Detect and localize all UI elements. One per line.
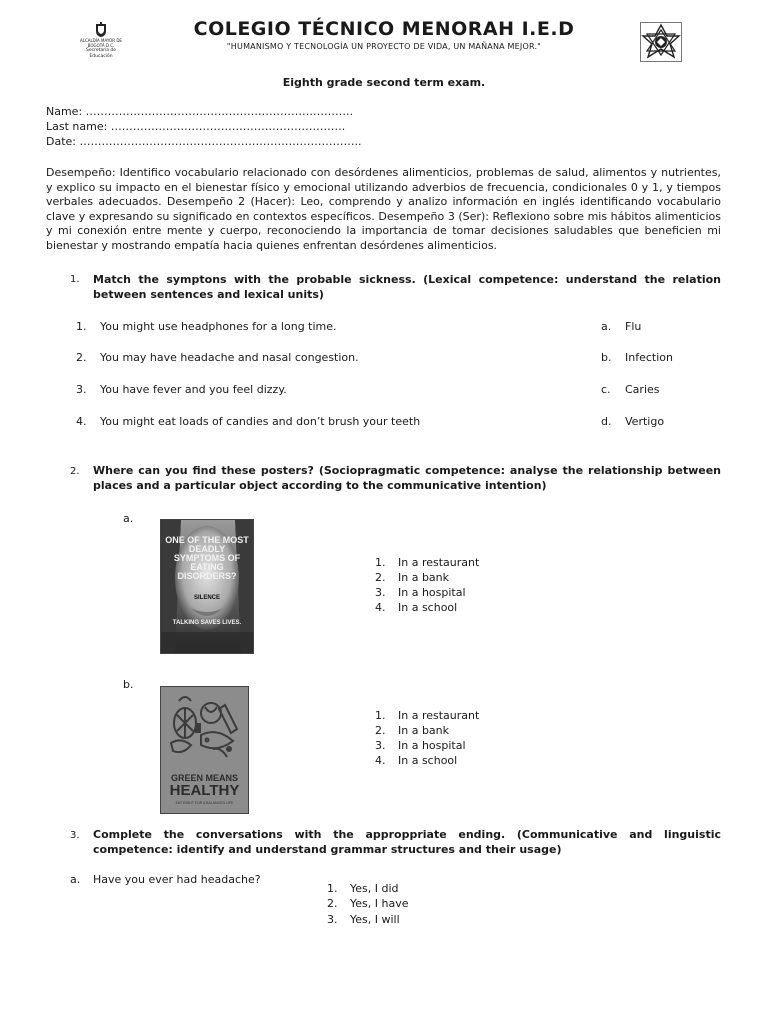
last-name-field[interactable]: Last name: ……………………………………………………….	[46, 120, 346, 133]
q1-answer-text: Infection	[625, 351, 673, 364]
q1-item-number: 3.	[76, 383, 87, 396]
q3a-option-number: 1.	[327, 882, 338, 895]
question-3-number: 3.	[70, 830, 80, 841]
q3a-option-text: Yes, I have	[350, 897, 409, 910]
q1-answer-letter: a.	[601, 320, 612, 333]
q2b-option-restaurant: In a restaurant	[398, 709, 480, 722]
q1-answer-letter: b.	[601, 351, 612, 364]
school-name: COLEGIO TÉCNICO MENORAH I.E.D	[193, 18, 575, 40]
q1-item-number: 1.	[76, 320, 87, 333]
q2a-option-number: 2.	[375, 571, 386, 584]
q2b-option-school: In a school	[398, 754, 458, 767]
q2b-option-number: 4.	[375, 754, 386, 767]
question-1-text: Match the symptons with the probable sickness. (Lexical competence: understand the relation between sentences and lexical units)	[93, 273, 721, 301]
q2a-option-bank: In a bank	[398, 571, 450, 584]
q3a-option-number: 3.	[327, 913, 338, 926]
q2b-option-hospital: In a hospital	[398, 739, 466, 752]
school-motto: "HUMANISMO Y TECNOLOGÍA UN PROYECTO DE VIDA, UN MAÑANA MEJOR."	[226, 42, 542, 51]
question-1-number: 1.	[70, 274, 80, 285]
q2a-option-school: In a school	[398, 601, 458, 614]
q2b-option-number: 2.	[375, 724, 386, 737]
q3a-option-text: Yes, I will	[350, 913, 400, 926]
q1-item-number: 2.	[76, 351, 87, 364]
q2b-option-bank: In a bank	[398, 724, 450, 737]
q1-item-text: You might eat loads of candies and don’t brush your teeth	[100, 415, 421, 428]
q1-item-text: You might use headphones for a long time.	[100, 320, 337, 333]
q2b-option-number: 3.	[375, 739, 386, 752]
name-field[interactable]: Name: ……………………………………………………………….	[46, 105, 354, 118]
q3-part-a-question: Have you ever had headache?	[93, 873, 261, 886]
q2-part-b-label: b.	[123, 678, 134, 691]
question-3-text: Complete the conversations with the approppriate ending. (Communicative and linguistic competence: identify and understand grammar structures and their usage)	[93, 828, 721, 856]
poster-a-headline: ONE OF THE MOST DEADLY SYMPTOMS OF EATING DISORDERS?	[165, 535, 249, 581]
poster-a-tagline: TALKING SAVES LIVES.	[172, 620, 242, 626]
question-2-number: 2.	[70, 466, 80, 477]
performance-description: Desempeño: Identifico vocabulario relacionado con desórdenes alimenticios, problemas de salud, alimentos y nutrientes, y explico su impacto en el bienestar físico y emocional utilizando adverbios de frecuencia, condicionales 0 y 1, y tiempos verbales adecuados. Desempeño 2 (Hacer): Leo, comprendo y analizo información en inglés identificando vocabulario clave y expresando su significado en contextos específicos. Desempeño 3 (Ser): Reflexiono sobre mis hábitos alimenticios y mi conexión entre mente y cuerpo, reconociendo la importancia de tomar decisiones saludables que beneficien mi bienestar y mostrando empatía hacia quienes enfrentan desórdenes alimenticios.	[46, 166, 721, 252]
q1-answer-text: Vertigo	[625, 415, 665, 428]
school-crest-icon	[640, 22, 682, 62]
q2-part-a-label: a.	[123, 512, 134, 525]
q1-answer-text: Flu	[625, 320, 642, 333]
q2b-option-number: 1.	[375, 709, 386, 722]
poster-b-small: EAT RIGHT FOR A BALANCED LIFE	[175, 801, 234, 805]
healthy-food-poster	[160, 686, 249, 814]
q3a-option-number: 2.	[327, 897, 338, 910]
eating-disorder-poster	[160, 519, 254, 654]
q2a-option-number: 1.	[375, 556, 386, 569]
q2a-option-hospital: In a hospital	[398, 586, 466, 599]
q1-answer-text: Caries	[625, 383, 660, 396]
q1-answer-letter: d.	[601, 415, 612, 428]
poster-b-line2: HEALTHY	[169, 782, 240, 799]
q1-item-number: 4.	[76, 415, 87, 428]
question-2-text: Where can you find these posters? (Sociopragmatic competence: analyse the relationship between places and a particular object according to the communicative intention)	[93, 464, 721, 492]
poster-b-line1: GREEN MEANS	[170, 773, 238, 783]
logo-caption-secretaria: Secretaría de Educación	[85, 48, 117, 59]
q1-item-text: You have fever and you feel dizzy.	[100, 383, 287, 396]
q2a-option-restaurant: In a restaurant	[398, 556, 480, 569]
q3a-option-text: Yes, I did	[350, 882, 399, 895]
date-field[interactable]: Date: …………………………………………………………………..	[46, 135, 362, 148]
exam-title: Eighth grade second term exam.	[282, 76, 486, 89]
q2a-option-number: 3.	[375, 586, 386, 599]
q2a-option-number: 4.	[375, 601, 386, 614]
q3-part-a-label: a.	[70, 873, 81, 886]
poster-a-mouth-text: SILENCE	[193, 595, 220, 601]
logo-caption: ALCALDÍA MAYOR DE BOGOTÁ D.C.	[80, 38, 122, 48]
q1-item-text: You may have headache and nasal congestion.	[100, 351, 359, 364]
q1-answer-letter: c.	[601, 383, 611, 396]
